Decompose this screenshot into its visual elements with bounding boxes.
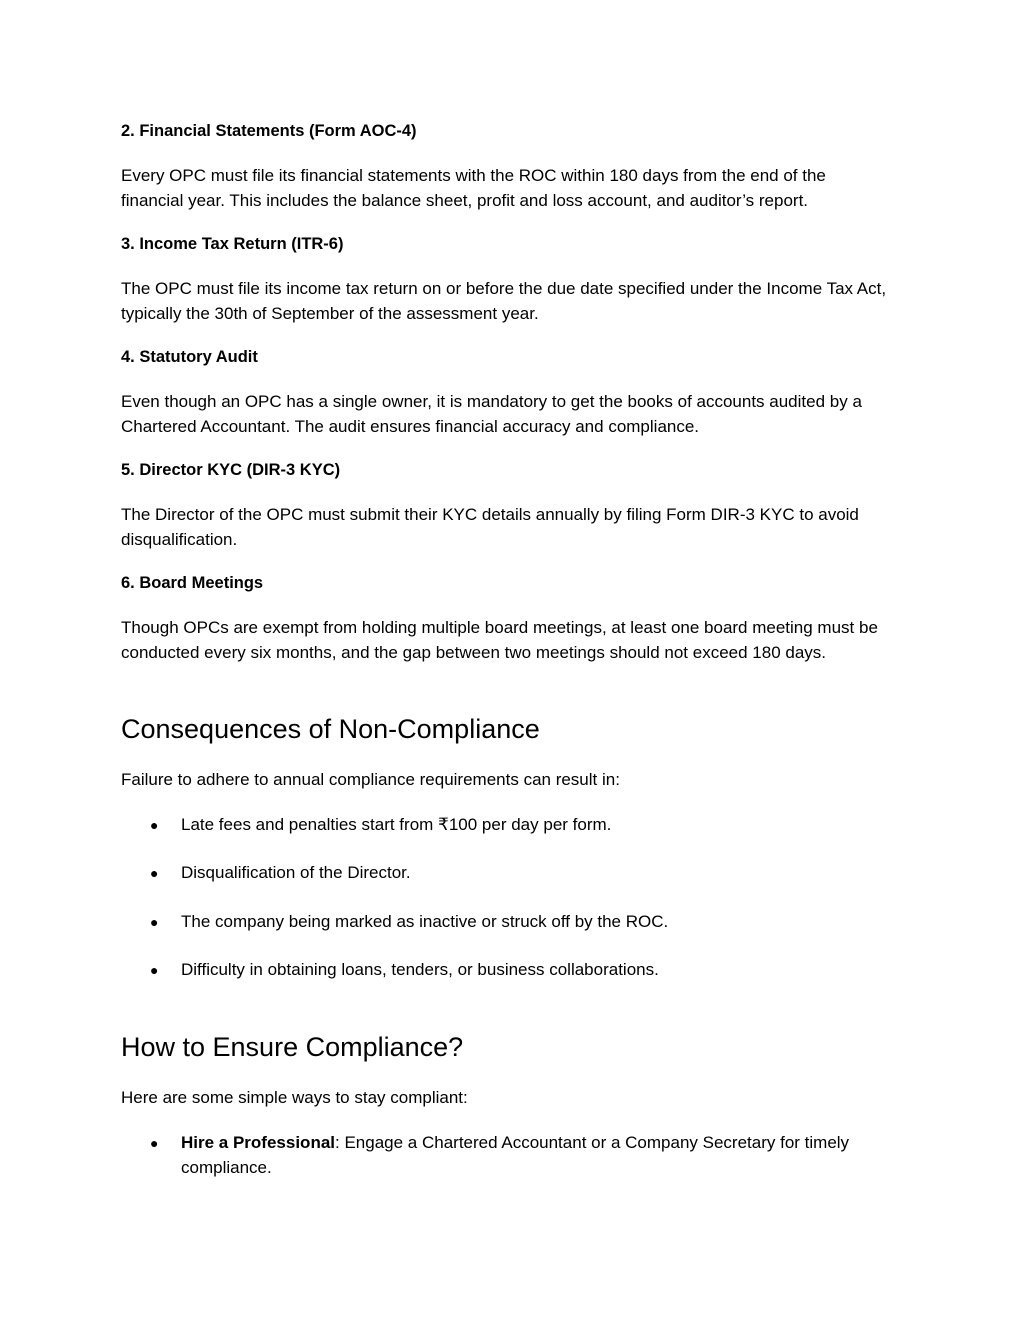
bullet-icon: ●	[150, 817, 159, 833]
section-text-board-meetings: Though OPCs are exempt from holding multiple board meetings, at least one board meeting must be conducted every six months, and the gap between two meetings should not exceed 180 days.	[121, 618, 878, 662]
bullet-icon: ●	[150, 962, 159, 978]
list-item-text: Disqualification of the Director.	[181, 863, 411, 882]
ensure-compliance-heading: How to Ensure Compliance?	[121, 1032, 464, 1062]
list-item	[150, 861, 870, 886]
list-item-text: Difficulty in obtaining loans, tenders, or business collaborations.	[181, 960, 659, 979]
consequences-heading: Consequences of Non-Compliance	[121, 714, 540, 744]
list-item	[150, 958, 870, 983]
section-heading-board-meetings: 6. Board Meetings	[121, 574, 264, 592]
section-heading-financial-statements: 2. Financial Statements (Form AOC-4)	[121, 122, 417, 140]
list-item-bold-label: Hire a Professional	[181, 1133, 336, 1152]
bullet-icon: ●	[150, 914, 159, 930]
section-heading-statutory-audit: 4. Statutory Audit	[121, 348, 258, 366]
bullet-icon: ●	[150, 865, 159, 881]
ensure-compliance-intro: Here are some simple ways to stay compliant:	[121, 1088, 468, 1107]
list-item	[150, 1131, 870, 1180]
list-item-text: The company being marked as inactive or struck off by the ROC.	[181, 912, 669, 931]
list-item-text: Late fees and penalties start from ₹100 per day per form.	[181, 815, 612, 834]
section-heading-director-kyc: 5. Director KYC (DIR-3 KYC)	[121, 461, 341, 479]
bullet-icon: ●	[150, 1135, 159, 1151]
consequences-intro: Failure to adhere to annual compliance requirements can result in:	[121, 770, 620, 789]
list-item	[150, 813, 870, 838]
list-item-text	[181, 1131, 870, 1180]
section-text-director-kyc: The Director of the OPC must submit their KYC details annually by filing Form DIR-3 KYC to avoid disqualification.	[121, 505, 859, 549]
section-text-statutory-audit: Even though an OPC has a single owner, it is mandatory to get the books of accounts audited by a Chartered Accountant. The audit ensures financial accuracy and compliance.	[121, 392, 862, 436]
section-heading-income-tax-return: 3. Income Tax Return (ITR-6)	[121, 235, 344, 253]
list-item-description: : Engage a Chartered Accountant or a Company Secretary for timely compliance.	[181, 1133, 850, 1177]
section-text-financial-statements: Every OPC must file its financial statements with the ROC within 180 days from the end of the financial year. This includes the balance sheet, profit and loss account, and auditor’s report.	[121, 166, 826, 210]
list-item	[150, 910, 870, 935]
section-text-income-tax-return: The OPC must file its income tax return on or before the due date specified under the Income Tax Act, typically the 30th of September of the assessment year.	[121, 279, 887, 323]
